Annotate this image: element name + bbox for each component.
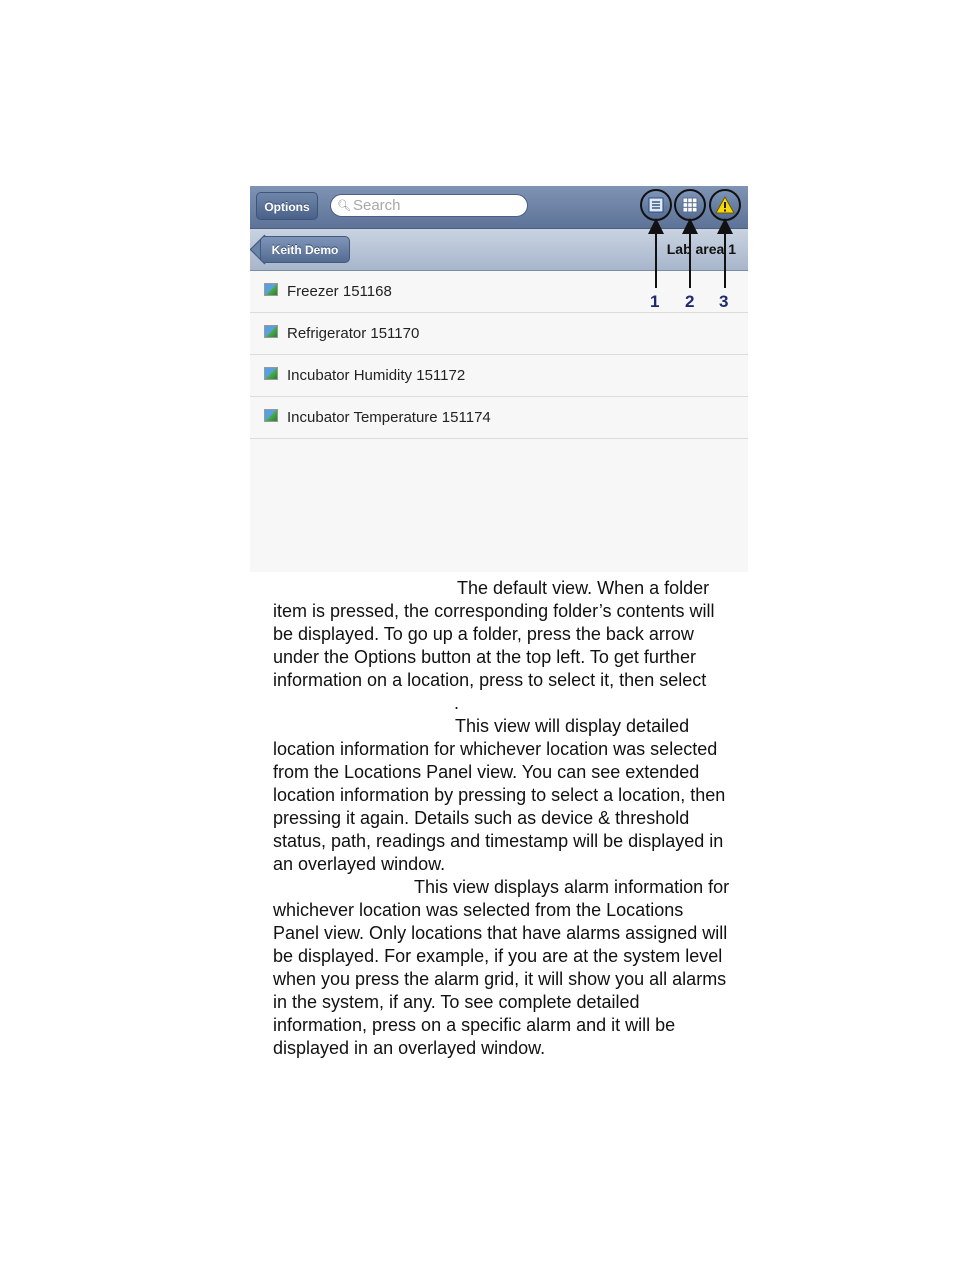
- back-button[interactable]: Keith Demo: [260, 236, 350, 263]
- callout-number-1: 1: [650, 292, 660, 311]
- navigation-bar: [250, 229, 748, 271]
- description-body: location information for whichever location was selected from the Locations Panel view. You can see extended location information by pressing to select a location, then pressing it again. Details such as device & threshold status, path, readings and timestamp will be displayed in an overlayed window.: [273, 739, 726, 874]
- grid-view-button[interactable]: [674, 189, 706, 221]
- description-first-line: This view displays alarm information for: [414, 877, 730, 897]
- grid-icon: [681, 196, 699, 214]
- description-alarm-view: [273, 876, 753, 1060]
- alarm-warning-icon: [715, 196, 735, 214]
- description-end: .: [454, 693, 460, 713]
- list-view-icon: [647, 196, 665, 214]
- location-list: [250, 271, 748, 439]
- list-item-label: Refrigerator 151170: [287, 325, 420, 342]
- image-icon: [264, 409, 278, 422]
- description-first-line: The default view. When a folder: [457, 578, 710, 598]
- search-input[interactable]: [330, 194, 528, 217]
- top-toolbar: [250, 186, 748, 229]
- list-view-button[interactable]: [640, 189, 672, 221]
- list-item[interactable]: [250, 355, 748, 397]
- callout-number-2: 2: [685, 292, 695, 311]
- description-first-line: This view will display detailed: [455, 716, 690, 736]
- image-icon: [264, 367, 278, 380]
- options-button[interactable]: Options: [256, 192, 318, 220]
- alarm-view-button[interactable]: [709, 189, 741, 221]
- image-icon: [264, 283, 278, 296]
- search-icon: 🔍︎: [337, 200, 351, 212]
- callout-number-3: 3: [719, 292, 729, 311]
- app-screenshot: [250, 186, 748, 572]
- description-grid-view: [273, 715, 753, 876]
- search-placeholder: Search: [352, 197, 401, 214]
- list-item-label: Freezer 151168: [287, 283, 392, 300]
- list-item[interactable]: [250, 313, 748, 355]
- description-body: item is pressed, the corresponding folder’s contents will be displayed. To go up a folder, press the back arrow under the Options button at the top left. To get further information on a location, press to select it, then select: [273, 601, 715, 690]
- list-item[interactable]: [250, 271, 748, 313]
- list-item-label: Incubator Temperature 151174: [287, 409, 491, 426]
- description-list-view: [273, 577, 753, 715]
- image-icon: [264, 325, 278, 338]
- description-body: whichever location was selected from the Locations Panel view. Only locations that have alarms assigned will be displayed. For example, if you are at the system level when you press the alarm grid, it will show you all alarms in the system, if any. To see complete detailed information, press on a specific alarm and it will be displayed in an overlayed window.: [273, 900, 728, 1058]
- list-item-label: Incubator Humidity 151172: [287, 367, 466, 384]
- list-item[interactable]: [250, 397, 748, 439]
- location-title: Lab area 1: [666, 241, 736, 257]
